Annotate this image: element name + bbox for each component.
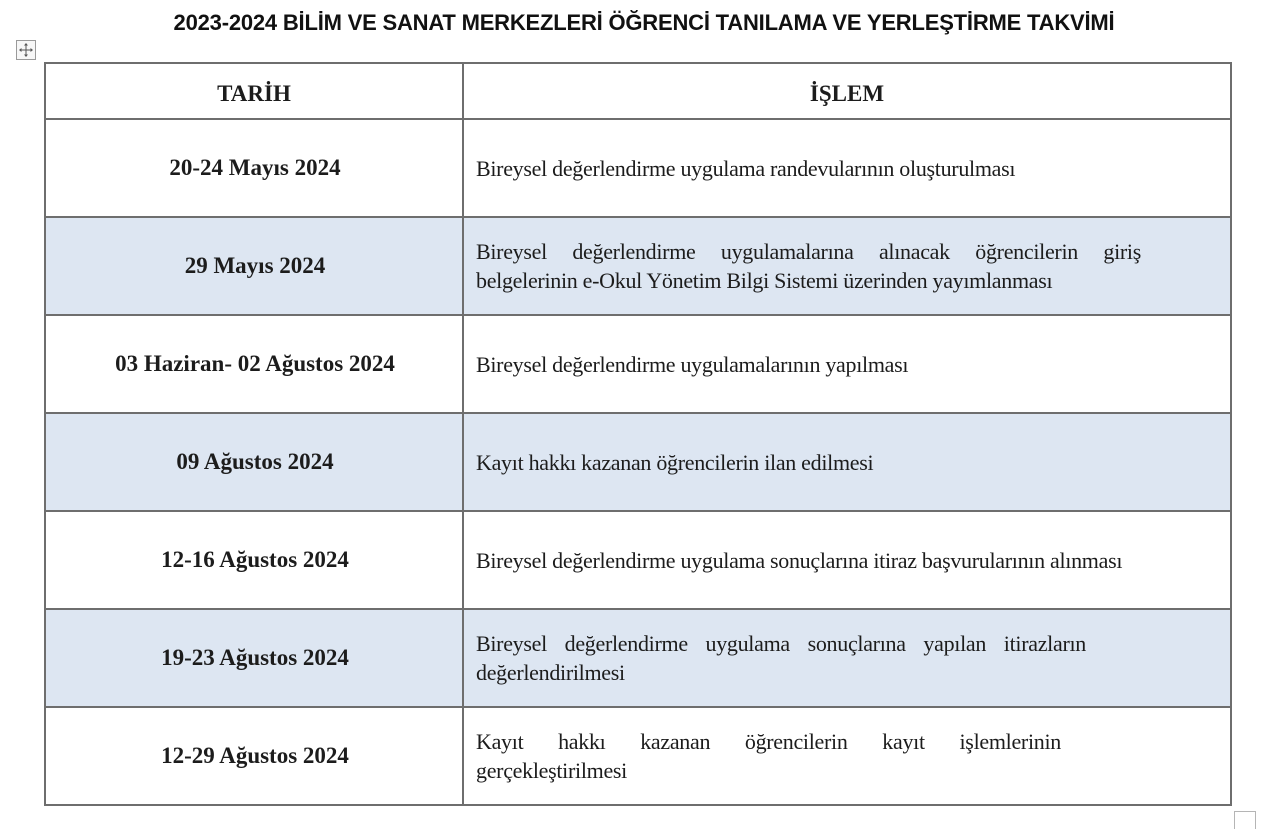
- row-action-text: Bireysel değerlendirme uygulamalarına alınacak öğrencilerin giriş belgelerinin e-Okul Yönetim Bilgi Sistemi üzerinden yayımlanması: [476, 239, 1141, 293]
- header-action: İŞLEM: [463, 63, 1231, 119]
- row-action: Kayıt hakkı kazanan öğrencilerin ilan edilmesi: [463, 413, 1231, 511]
- table-row: [45, 707, 1231, 805]
- header-date: TARİH: [45, 63, 463, 119]
- row-action: [463, 707, 1231, 805]
- table-move-handle[interactable]: [16, 40, 36, 60]
- row-date: 29 Mayıs 2024: [45, 217, 463, 315]
- row-action-text: Bireysel değerlendirme uygulama sonuçlarına yapılan itirazların değerlendirilmesi: [476, 631, 1086, 685]
- calendar-table: [44, 62, 1232, 806]
- row-action: Bireysel değerlendirme uygulama sonuçlarına itiraz başvurularının alınması: [463, 511, 1231, 609]
- table-resize-handle[interactable]: [1234, 811, 1256, 829]
- four-way-arrow-move-icon: [19, 43, 33, 57]
- row-action-text: Kayıt hakkı kazanan öğrencilerin kayıt işlemlerinin gerçekleştirilmesi: [476, 729, 1061, 783]
- table-header-row: [45, 63, 1231, 119]
- table-row: [45, 119, 1231, 217]
- table-row: [45, 217, 1231, 315]
- document-title: 2023-2024 BİLİM VE SANAT MERKEZLERİ ÖĞRENCİ TANILAMA VE YERLEŞTİRME TAKVİMİ: [173, 10, 1115, 35]
- row-date: 03 Haziran- 02 Ağustos 2024: [45, 315, 463, 413]
- table-row: [45, 315, 1231, 413]
- row-date: 20-24 Mayıs 2024: [45, 119, 463, 217]
- row-action: Bireysel değerlendirme uygulamalarının yapılması: [463, 315, 1231, 413]
- row-date: 12-16 Ağustos 2024: [45, 511, 463, 609]
- row-action: Bireysel değerlendirme uygulama randevularının oluşturulması: [463, 119, 1231, 217]
- row-date: 09 Ağustos 2024: [45, 413, 463, 511]
- row-action: [463, 609, 1231, 707]
- row-date: 19-23 Ağustos 2024: [45, 609, 463, 707]
- row-action: [463, 217, 1231, 315]
- table-row: [45, 609, 1231, 707]
- table-row: [45, 413, 1231, 511]
- row-date: 12-29 Ağustos 2024: [45, 707, 463, 805]
- table-row: [45, 511, 1231, 609]
